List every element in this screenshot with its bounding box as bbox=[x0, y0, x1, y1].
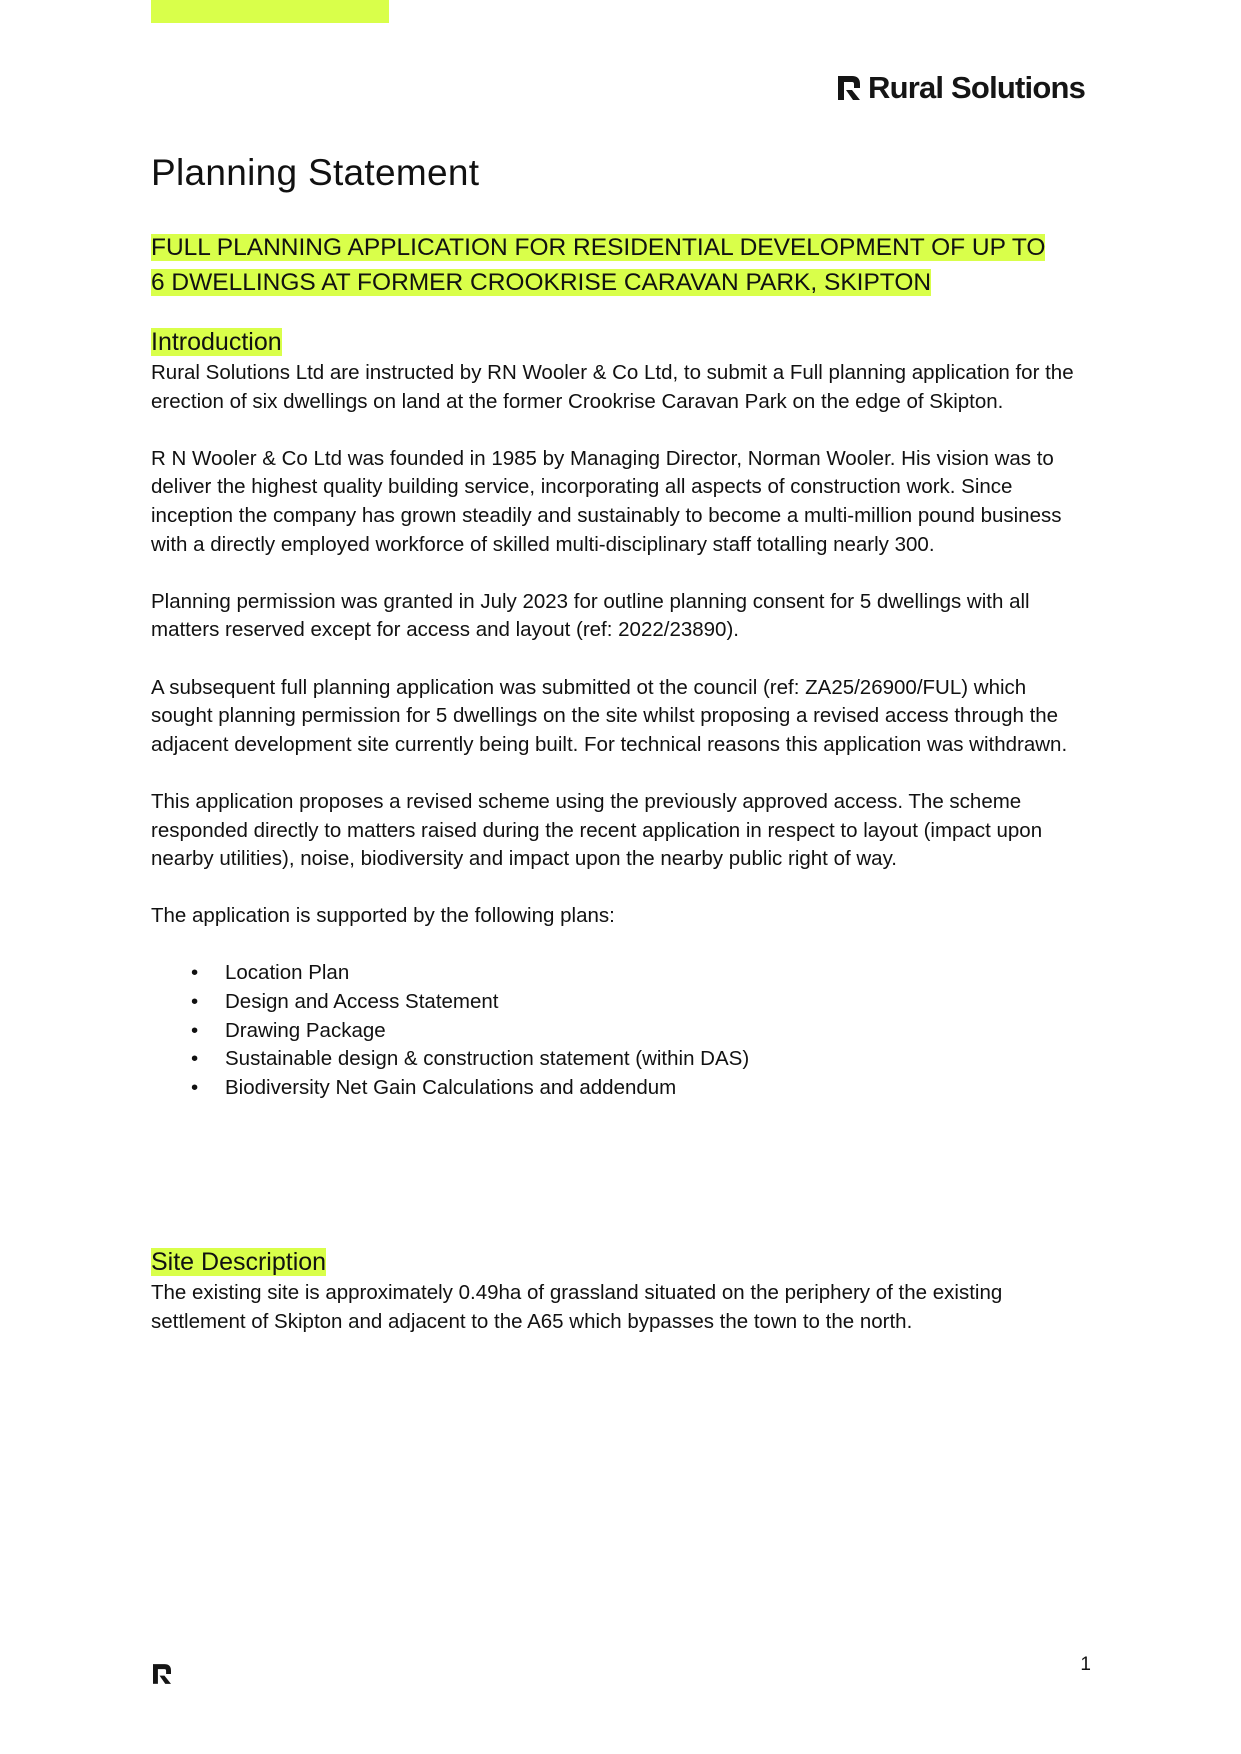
brand-name: Rural Solutions bbox=[868, 70, 1086, 105]
site-description-heading-text: Site Description bbox=[151, 1248, 327, 1276]
paragraph: The existing site is approximately 0.49ha of grassland situated on the periphery of the existing settlement of Skipton and adjacent to the A65 which bypasses the town to the north. bbox=[151, 1281, 1003, 1333]
document-subtitle bbox=[151, 230, 1111, 300]
introduction-heading-text: Introduction bbox=[151, 328, 282, 356]
list-item: • Sustainable design & construction statement (within DAS) bbox=[191, 1045, 1091, 1074]
paragraph: The application is supported by the following plans: bbox=[151, 904, 615, 928]
list-item: • Biodiversity Net Gain Calculations and addendum bbox=[191, 1074, 1091, 1103]
footer-logo bbox=[153, 1664, 171, 1684]
introduction-section bbox=[151, 325, 1091, 1102]
document-title: Planning Statement bbox=[151, 152, 480, 193]
page-number: 1 bbox=[1080, 1654, 1091, 1675]
list-item: • Design and Access Statement bbox=[191, 988, 1091, 1017]
paragraph: Rural Solutions Ltd are instructed by RN Wooler & Co Ltd, to submit a Full planning application for the erection of six dwellings on land at the former Crookrise Caravan Park on the edge of Skipton. bbox=[151, 361, 1074, 413]
subtitle-line-2: 6 DWELLINGS AT FORMER CROOKRISE CARAVAN PARK, SKIPTON bbox=[151, 269, 932, 296]
list-item: • Drawing Package bbox=[191, 1017, 1091, 1046]
section-heading-introduction bbox=[151, 325, 1091, 359]
section-heading-site-description bbox=[151, 1245, 1091, 1279]
paragraph: Planning permission was granted in July 2023 for outline planning consent for 5 dwellings with all matters reserved except for access and layout (ref: 2022/23890). bbox=[151, 589, 1030, 642]
paragraph: R N Wooler & Co Ltd was founded in 1985 by Managing Director, Norman Wooler. His vision was to deliver the highest quality building service, incorporating all aspects of construction work. Since inception the company has grown steadily and sustainably to become a multi-million pound business with a directly employed workforce of skilled multi-disciplinary staff totalling nearly 300. bbox=[151, 446, 1062, 556]
rural-solutions-mark-icon bbox=[153, 1664, 171, 1684]
rural-solutions-mark-icon bbox=[838, 76, 860, 100]
subtitle-line-1: FULL PLANNING APPLICATION FOR RESIDENTIAL DEVELOPMENT OF UP TO bbox=[151, 234, 1046, 261]
list-item: • Location Plan bbox=[191, 959, 1091, 988]
paragraph: This application proposes a revised scheme using the previously approved access. The scheme responded directly to matters raised during the recent application in respect to layout (impact upon nearby utilities), noise, biodiversity and impact upon the nearby public right of way. bbox=[151, 789, 1043, 871]
brand-logo bbox=[838, 70, 1085, 106]
site-description-section bbox=[151, 1245, 1091, 1365]
supporting-plans-list bbox=[151, 959, 1091, 1102]
top-accent-bar bbox=[151, 0, 389, 23]
paragraph: A subsequent full planning application was submitted ot the council (ref: ZA25/26900/FUL) which sought planning permission for 5 dwellings on the site whilst proposing a revised access through the adjacent development site currently being built. For technical reasons this application was withdrawn. bbox=[151, 675, 1068, 756]
